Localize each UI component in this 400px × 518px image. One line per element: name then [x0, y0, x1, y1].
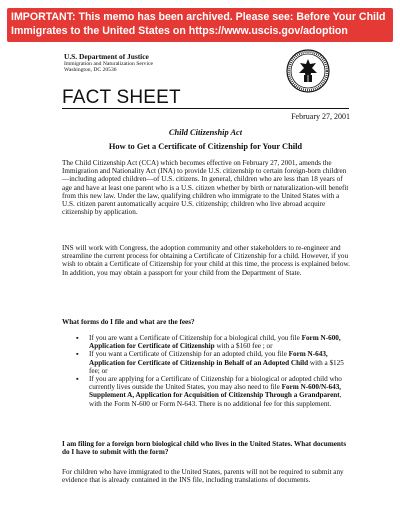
page-heading: FACT SHEET: [62, 87, 181, 108]
bullet-icon: ▪: [76, 334, 79, 342]
bullet-item-n600: [76, 334, 351, 350]
document-subtitle: How to Get a Certificate of Citizenship for Your Child: [108, 142, 303, 151]
children-paragraph: For children who have immigrated to the United States, parents will not be required to submit any evidence that is already contained in the INS file, including translations of documents.: [62, 468, 344, 485]
bullet-icon: ▪: [76, 350, 79, 359]
bullet-text: , with the Form N-600 or Form N-643. There is no additional fee for this supplement.: [89, 391, 342, 408]
form-name: Form N-600/N-643, Supplement A, Application for Acquisition of Citizenship Through a Grandparent: [89, 383, 342, 400]
doj-seal-icon: [286, 49, 330, 93]
bullet-text: If you are applying for a Certificate of Citizenship for a biological or adopted child who currently lives outside the United States, you may also need to file: [89, 375, 342, 392]
bullet-icon: ▪: [76, 375, 79, 384]
archive-notice-line-2: Immigrates to the United States on https://www.uscis.gov/adoption: [11, 25, 348, 37]
document-title: Child Citizenship Act: [168, 128, 243, 137]
bullet-text: with a $125 fee; or: [89, 358, 344, 375]
heading-divider: [62, 108, 349, 109]
forms-bullet-list: [76, 334, 351, 408]
form-name: Form N-643, Application for Certificate of Citizenship in Behalf of an Adopted Child: [89, 350, 328, 367]
memo-date: February 27, 2001: [291, 112, 350, 121]
archive-notice-text: [11, 10, 393, 38]
forms-question-heading: What forms do I file and what are the fees?: [62, 318, 195, 326]
bullet-item-n643: [76, 350, 351, 375]
form-name: Form N-600, Application for Certificate of Citizenship: [89, 334, 341, 351]
bullet-text: If you are want a Certificate of Citizenship for a biological child, you file: [89, 334, 302, 342]
intro-paragraph: The Child Citizenship Act (CCA) which becomes effective on February 27, 2001, amends the Immigration and Nationality Act (INA) to provide U.S. citizenship to certain foreign-born children—including adopted children—of U.S. citizens. In general, children who are less than 18 years of age and have at least one parent who is a U.S. citizen whether by birth or naturalization-will benefit from this new law. Under the law, qualifying children who immigrate to the United States with a U.S. citizen parent automatically acquire U.S. citizenship; children who live abroad acquire citizenship by application.: [62, 159, 349, 217]
department-name: U.S. Department of Justice: [64, 52, 149, 61]
bullet-text: with a $160 fee ; or: [214, 342, 273, 351]
bullet-text: If you want a Certificate of Citizenship for an adopted child, you file: [89, 350, 289, 359]
ins-paragraph: INS will work with Congress, the adoption community and other stakeholders to re-engineer and streamline the current process for obtaining a Certificate of Citizenship for a child. However, if you wish to obtain a Certificate of Citizenship for your child at this time, the process is explained below. In addition, you may obtain a passport for your child from the Department of State.: [62, 244, 350, 277]
bullet-item-supplement-a: [76, 375, 351, 408]
archive-notice-line-1: IMPORTANT: This memo has been archived. Please see: Before Your Child: [11, 11, 386, 23]
biological-child-question-heading: I am filing for a foreign born biological child who lives in the United States. What documents do I have to submit with the form?: [62, 440, 347, 457]
agency-address: Washington, DC 20536: [64, 67, 117, 74]
service-name: Immigration and Naturalization Service: [64, 61, 154, 67]
agency-header: [64, 53, 153, 74]
